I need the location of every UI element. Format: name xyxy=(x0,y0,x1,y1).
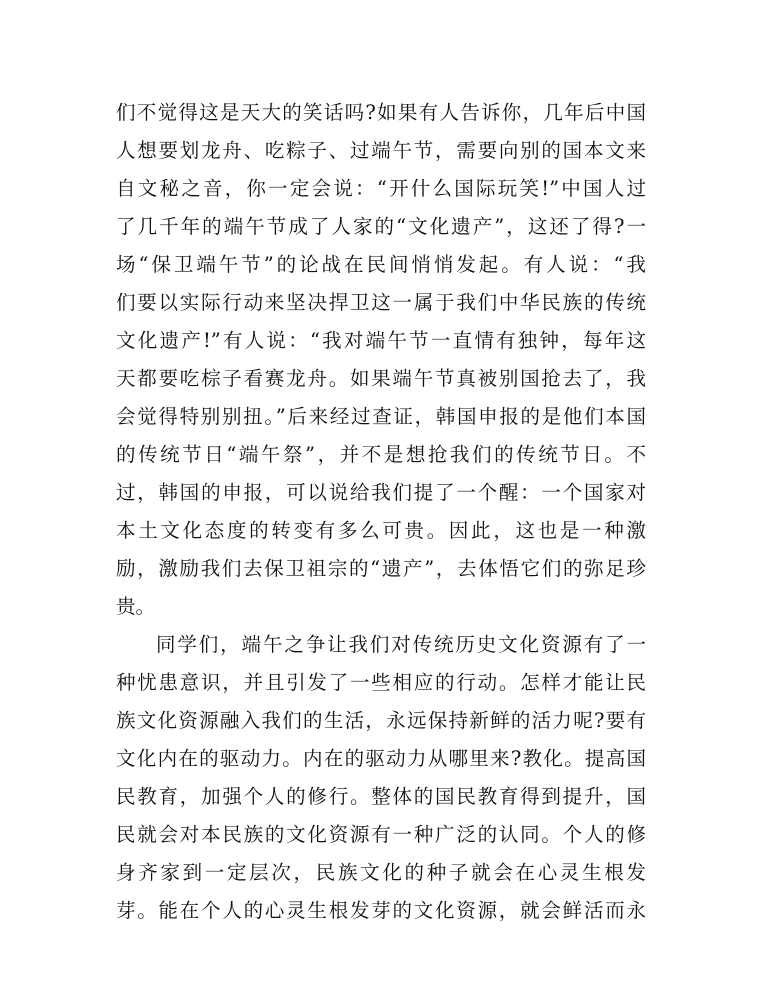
text-line: 种忧患意识，并且引发了一些相应的行动。怎样才能让民 xyxy=(116,671,646,694)
paragraph-first-line: 同学们，端午之争让我们对传统历史文化资源有了一 xyxy=(156,633,646,656)
text-line: 民就会对本民族的文化资源有一种广泛的认同。个人的修 xyxy=(116,823,646,846)
text-line: 天都要吃棕子看赛龙舟。如果端午节真被别国抢去了，我 xyxy=(116,367,646,390)
text-line: 芽。能在个人的心灵生根发芽的文化资源，就会鲜活而永 xyxy=(116,899,646,922)
text-line: 场“保卫端午节”的论战在民间悄悄发起。有人说：“我 xyxy=(116,253,646,276)
text-line: 人想要划龙舟、吃粽子、过端午节，需要向别的国本文来 xyxy=(116,139,646,162)
text-line: 族文化资源融入我们的生活，永远保持新鲜的活力呢?要有 xyxy=(116,709,646,732)
text-line: 会觉得特别别扭。”后来经过查证，韩国申报的是他们本国 xyxy=(116,405,646,428)
text-line: 身齐家到一定层次，民族文化的种子就会在心灵生根发 xyxy=(116,861,646,884)
text-line: 民教育，加强个人的修行。整体的国民教育得到提升，国 xyxy=(116,785,646,808)
body-text xyxy=(116,94,646,930)
text-line: 励，激励我们去保卫祖宗的“遗产”，去体悟它们的弥足珍 xyxy=(116,557,646,580)
text-line: 们不觉得这是天大的笑话吗?如果有人告诉你，几年后中国 xyxy=(116,101,646,124)
text-line: 本土文化态度的转变有多么可贵。因此，这也是一种激 xyxy=(116,519,646,542)
text-line: 文化遗产!”有人说：“我对端午节一直情有独钟，每年这 xyxy=(116,329,646,352)
paragraph-end-line: 贵。 xyxy=(116,595,156,618)
text-line: 过，韩国的申报，可以说给我们提了一个醒：一个国家对 xyxy=(116,481,646,504)
text-line: 们要以实际行动来坚决捍卫这一属于我们中华民族的传统 xyxy=(116,291,646,314)
text-line: 自文秘之音，你一定会说：“开什么国际玩笑!”中国人过 xyxy=(116,177,646,200)
text-line: 文化内在的驱动力。内在的驱动力从哪里来?教化。提高国 xyxy=(116,747,646,770)
text-line: 的传统节日“端午祭”，并不是想抢我们的传统节日。不 xyxy=(116,443,646,466)
text-line: 了几千年的端午节成了人家的“文化遗产”，这还了得?一 xyxy=(116,215,646,238)
